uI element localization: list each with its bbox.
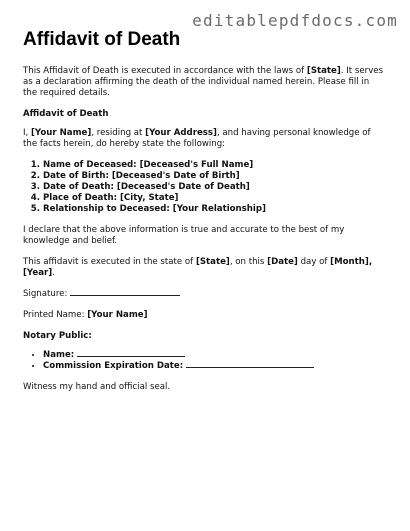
execution-date: [Date] [267, 257, 298, 267]
fact-deceased-name: 1. Name of Deceased: [Deceased's Full Name] [43, 160, 385, 171]
notary-heading: Notary Public: [23, 331, 92, 341]
execution-paragraph: This affidavit is executed in the state of [State], on this [Date] day of [Month], [Year]. [23, 257, 373, 278]
notary-fields-list [23, 350, 385, 372]
fact-relationship: 5. Relationship to Deceased: [Your Relationship] [43, 204, 385, 215]
printed-name-placeholder: [Your Name] [87, 310, 148, 320]
printed-name-line: Printed Name: [Your Name] [23, 310, 148, 320]
notary-expiration-field: • Commission Expiration Date: [43, 361, 385, 372]
signature-line: Signature: [23, 289, 385, 300]
notary-name-field: • Name: [43, 350, 385, 361]
notary-name-blank[interactable] [77, 355, 185, 357]
execution-state: [State] [195, 257, 230, 267]
site-watermark: editablepdfdocs.com [192, 11, 398, 30]
commission-expiration-blank[interactable] [186, 366, 314, 368]
declaration-paragraph: I declare that the above information is true and accurate to the best of my knowledge and belief. [23, 225, 345, 246]
section-heading: Affidavit of Death [23, 109, 109, 119]
fact-date-of-birth: 2. Date of Birth: [Deceased's Date of Birth] [43, 171, 385, 182]
your-name-placeholder: [Your Name] [31, 128, 92, 138]
page-title: Affidavit of Death [23, 29, 181, 50]
execution-month-year: [Month], [Year] [23, 257, 373, 278]
facts-list [23, 160, 385, 215]
affidavit-document [23, 29, 385, 403]
signature-blank[interactable] [70, 294, 180, 296]
state-placeholder: [State] [306, 66, 341, 76]
statement-paragraph: I, [Your Name], residing at [Your Address], and having personal knowledge of the facts herein, do hereby state the following: [23, 128, 371, 149]
your-address-placeholder: [Your Address] [145, 128, 217, 138]
witness-line: Witness my hand and official seal. [23, 382, 171, 392]
fact-date-of-death: 3. Date of Death: [Deceased's Date of Death] [43, 182, 385, 193]
fact-place-of-death: 4. Place of Death: [City, State] [43, 193, 385, 204]
intro-paragraph: This Affidavit of Death is executed in accordance with the laws of [State]. It serves as a declaration affirming the death of the individual named herein. Please fill in the required details. [23, 66, 384, 98]
